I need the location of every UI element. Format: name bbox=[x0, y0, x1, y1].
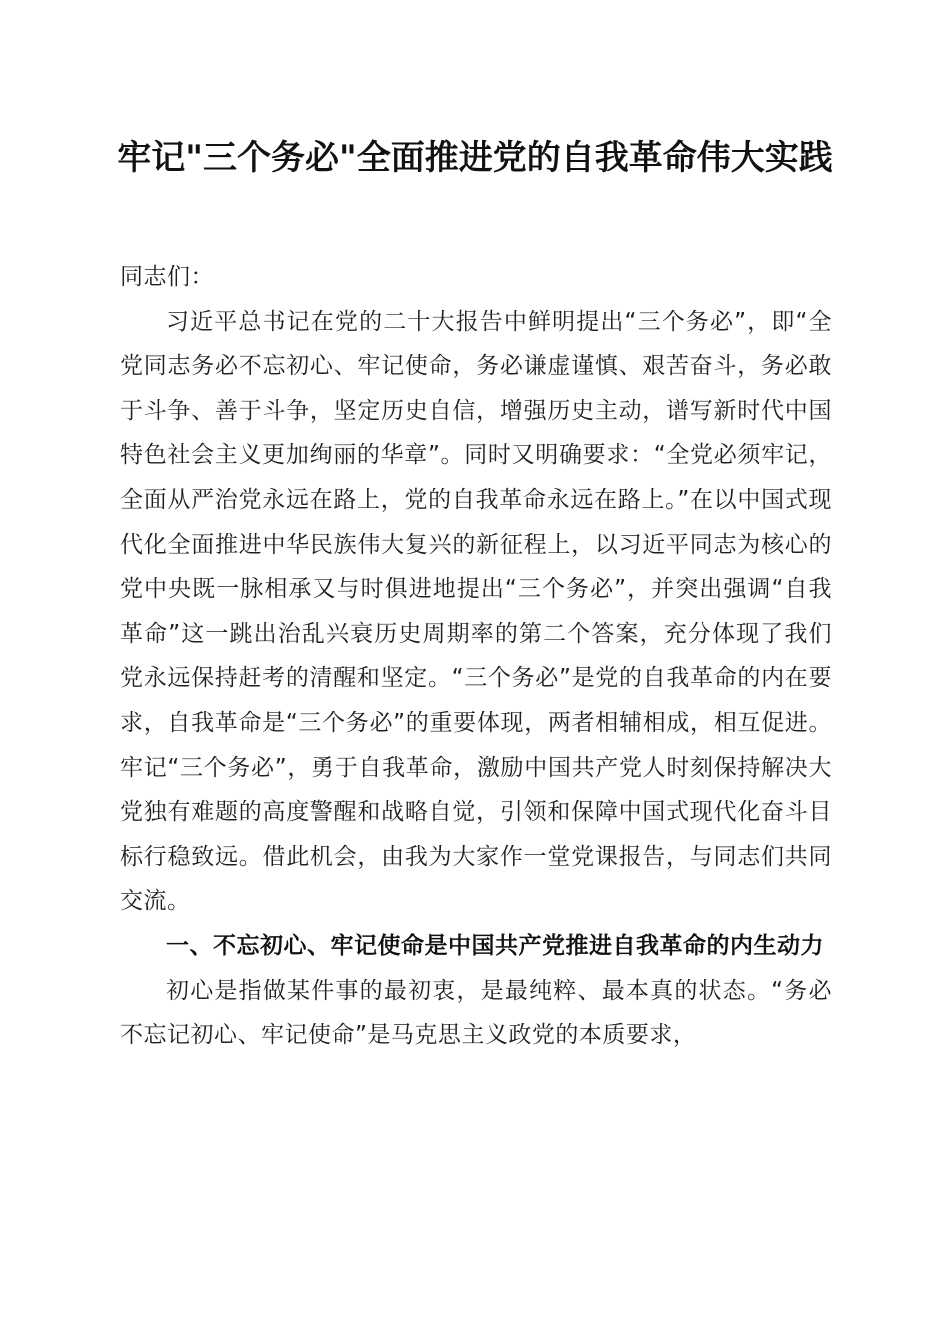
document-title: 牢记"三个务必"全面推进党的自我革命伟大实践 bbox=[117, 138, 833, 178]
paragraph-section-1: 初心是指做某件事的最初衷，是最纯粹、最本真的状态。“务必不忘记初心、牢记使命”是马克思主义政党的本质要求， bbox=[120, 977, 832, 1049]
document-body bbox=[120, 255, 832, 1058]
paragraph-intro: 习近平总书记在党的二十大报告中鲜明提出“三个务必”，即“全党同志务必不忘初心、牢记使命，务必谦虚谨慎、艰苦奋斗，务必敢于斗争、善于斗争，坚定历史自信，增强历史主动，谱写新时代中国特色社会主义更加绚丽的华章”。同时又明确要求：“全党必须牢记，全面从严治党永远在路上，党的自我革命永远在路上。”在以中国式现代化全面推进中华民族伟大复兴的新征程上，以习近平同志为核心的党中央既一脉相承又与时俱进地提出“三个务必”，并突出强调“自我革命”这一跳出治乱兴衰历史周期率的第二个答案，充分体现了我们党永远保持赶考的清醒和坚定。“三个务必”是党的自我革命的内在要求，自我革命是“三个务必”的重要体现，两者相辅相成，相互促进。牢记“三个务必”，勇于自我革命，激励中国共产党人时刻保持解决大党独有难题的高度警醒和战略自觉，引领和保障中国式现代化奋斗目标行稳致远。借此机会，由我为大家作一堂党课报告，与同志们共同交流。 bbox=[120, 308, 832, 915]
salutation: 同志们： bbox=[120, 264, 214, 290]
section-heading-1: 一、不忘初心、牢记使命是中国共产党推进自我革命的内生动力 bbox=[166, 932, 824, 959]
